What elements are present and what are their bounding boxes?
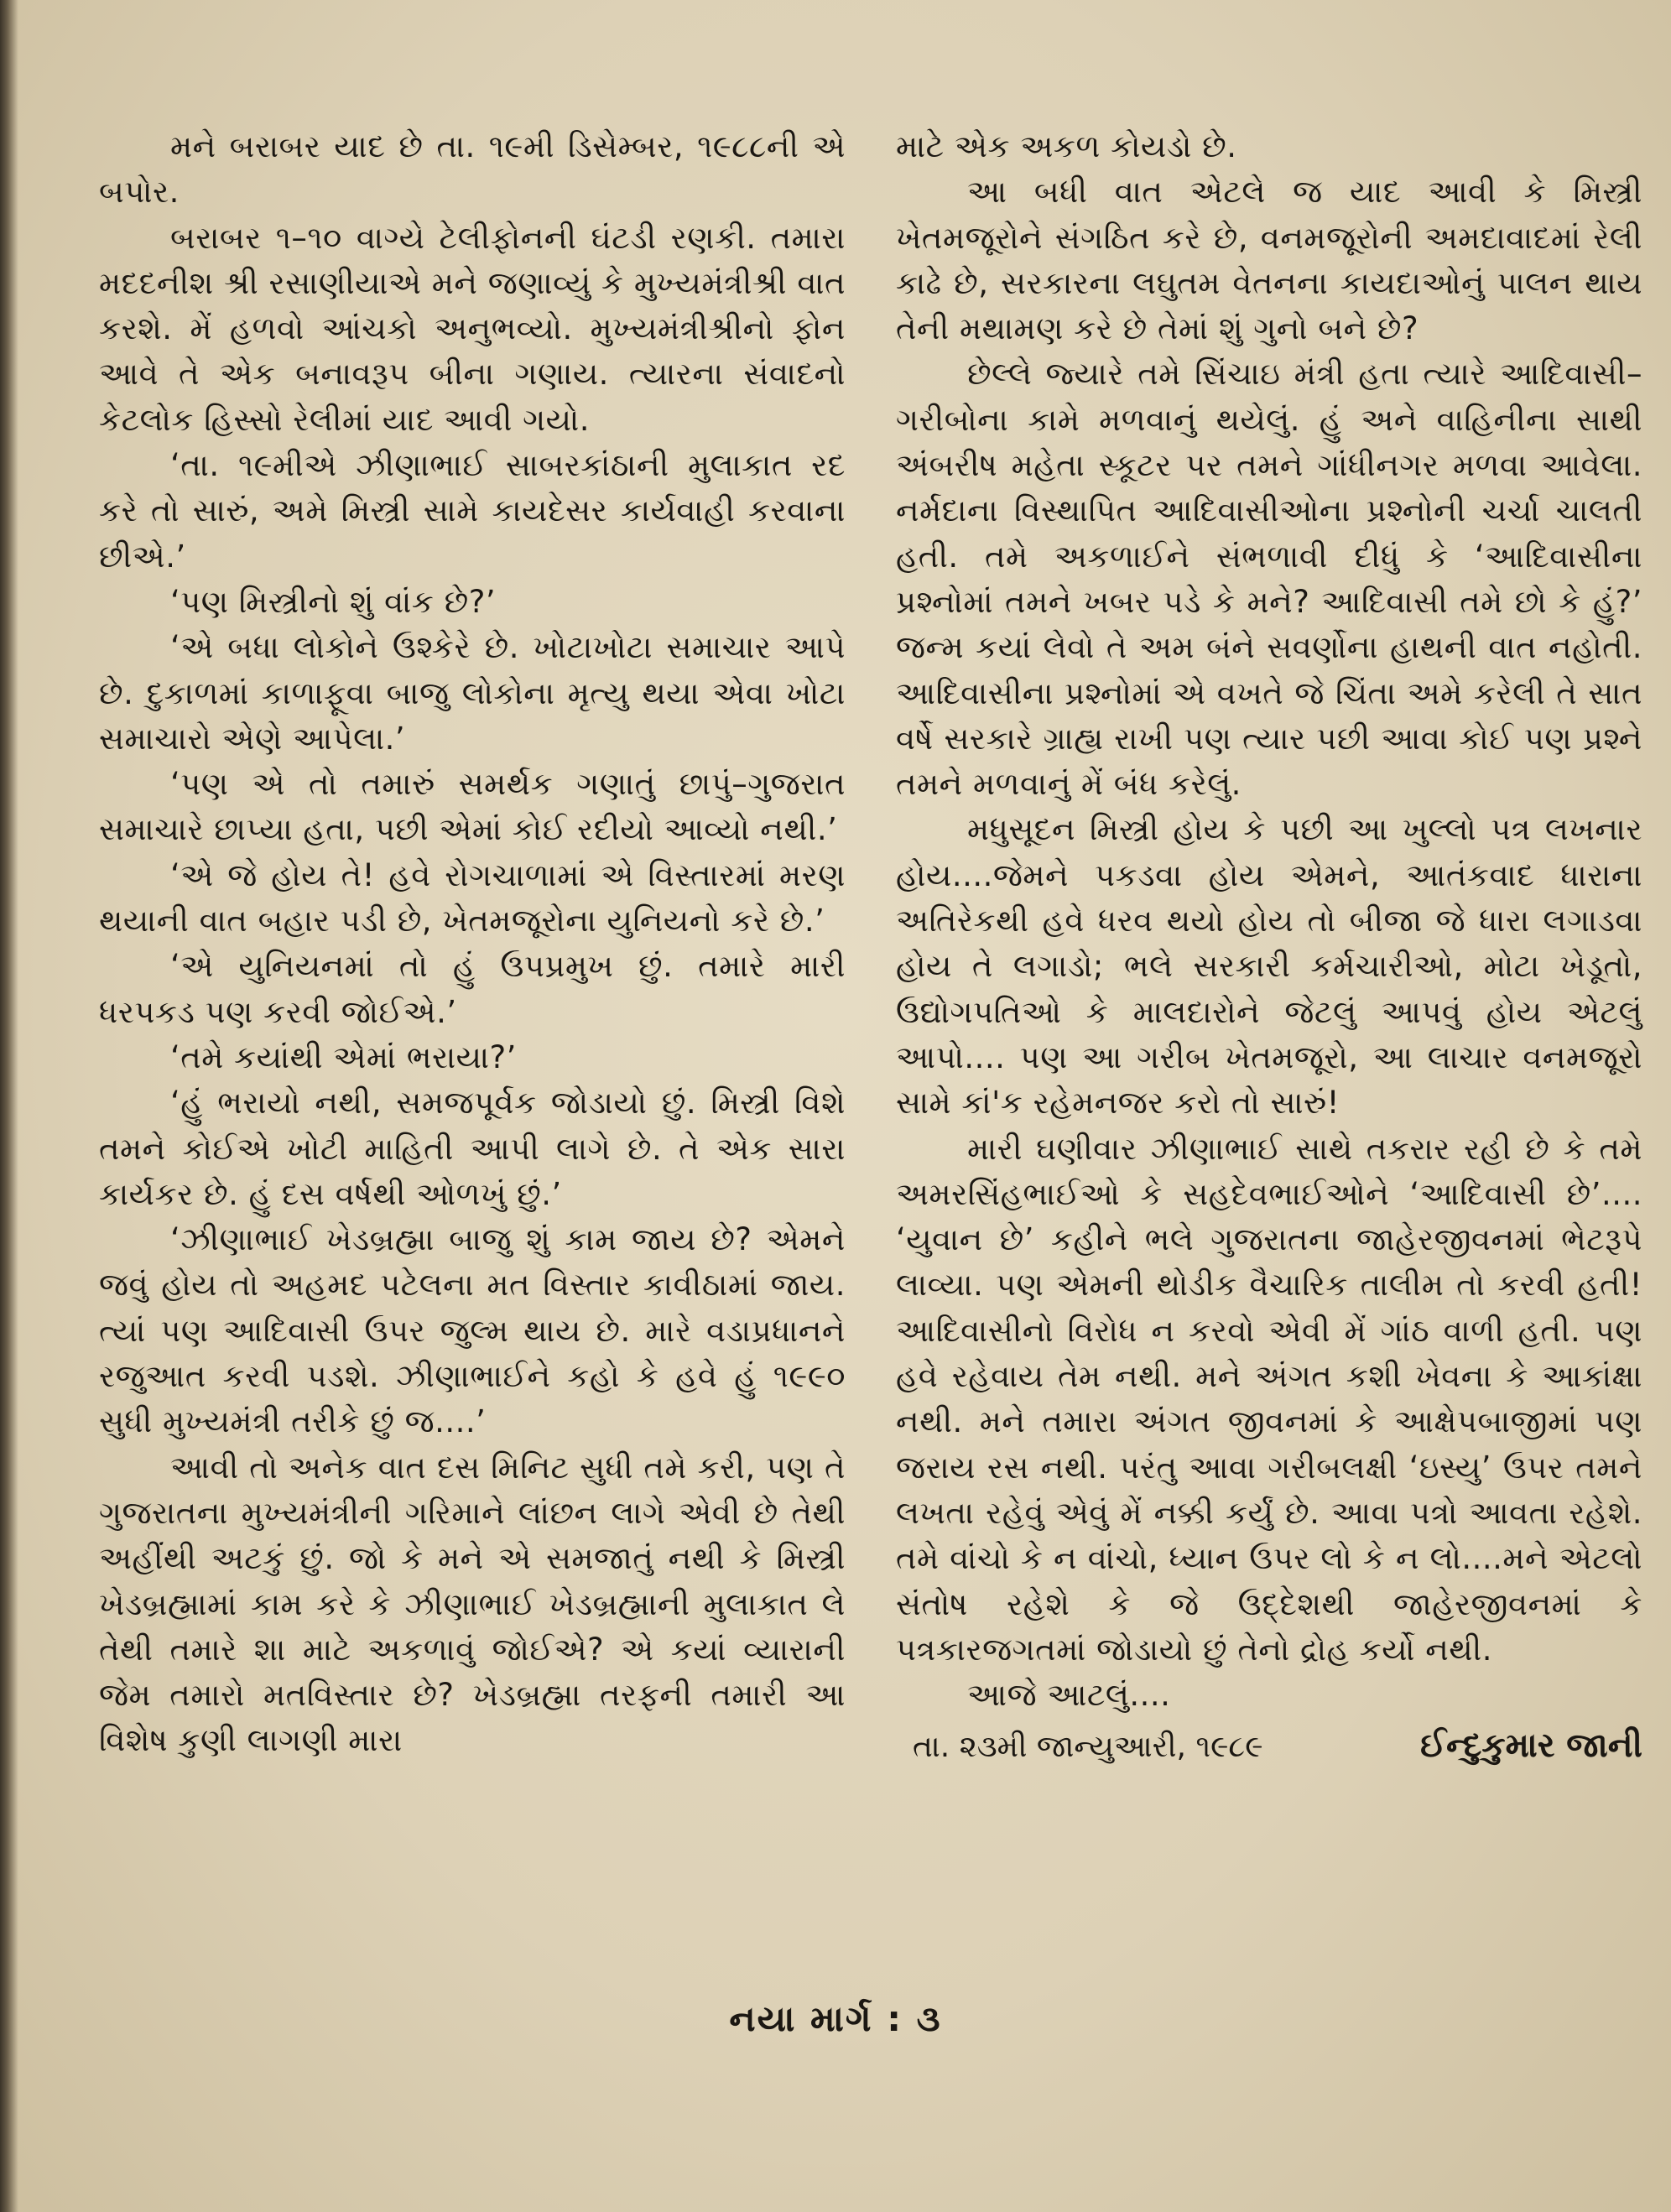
paragraph: બરાબર ૧–૧૦ વાગ્યે ટેલીફોનની ઘંટડી રણકી. તમારા મદદનીશ શ્રી રસાણીયાએ મને જણાવ્યું કે મુખ્યમંત્રીશ્રી વાત કરશે. મેં હળવો આંચકો અનુભવ્યો. મુખ્યમંત્રીશ્રીનો ફોન આવે તે એક બનાવરૂપ બીના ગણાય. ત્યારના સંવાદનો કેટલોક હિસ્સો રેલીમાં યાદ આવી ગયો. xyxy=(99,219,846,438)
author-name: ઈન્દુકુમાર જાની xyxy=(1420,1726,1642,1766)
left-column xyxy=(99,124,846,1764)
signature-block xyxy=(896,1723,1642,1770)
page-footer: નયા માર્ગ : ૩ xyxy=(729,1998,942,2039)
paragraph: ‘એ બધા લોકોને ઉશ્કેરે છે. ખોટાખોટા સમાચાર આપે છે. દુકાળમાં કાળાફૂવા બાજુ લોકોના મૃત્યુ થયા એવા ખોટા સમાચારો એણે આપેલા.’ xyxy=(99,629,846,757)
letter-date: તા. ૨૩મી જાન્યુઆરી, ૧૯૮૯ xyxy=(913,1730,1263,1765)
paragraph: છેલ્લે જ્યારે તમે સિંચાઇ મંત્રી હતા ત્યારે આદિવાસી–ગરીબોના કામે મળવાનું થયેલું. હું અને વાહિનીના સાથી અંબરીષ મહેતા સ્કૂટર પર તમને ગાંધીનગર મળવા આવેલા. નર્મદાના વિસ્થાપિત આદિવાસીઓના પ્રશ્નોની ચર્ચા ચાલતી હતી. તમે અકળાઈને સંભળાવી દીધું કે ‘આદિવાસીના પ્રશ્નોમાં તમને ખબર પડે કે મને? આદિવાસી તમે છો કે હું?’ જન્મ કયાં લેવો તે અમ બંને સવર્ણોના હાથની વાત નહોતી. આદિવાસીના પ્રશ્નોમાં એ વખતે જે ચિંતા અમે કરેલી તે સાત વર્ષે સરકારે ગ્રાહ્ય રાખી પણ ત્યાર પછી આવા કોઈ પણ પ્રશ્ને તમને મળવાનું મેં બંધ કરેલું. xyxy=(896,356,1642,803)
torn-page-edge xyxy=(0,0,18,2212)
paragraph: માટે એક અકળ કોયડો છે. xyxy=(896,128,1237,164)
paragraph: ‘હું ભરાયો નથી, સમજપૂર્વક જોડાયો છું. મિસ્ત્રી વિશે તમને કોઈએ ખોટી માહિતી આપી લાગે છે. તે એક સારા કાર્યકર છે. હું દસ વર્ષથી ઓળખું છું.’ xyxy=(99,1085,846,1212)
paragraph: આવી તો અનેક વાત દસ મિનિટ સુધી તમે કરી, પણ તે ગુજરાતના મુખ્યમંત્રીની ગરિમાને લાંછન લાગે એવી છે તેથી અહીંથી અટકું છું. જો કે મને એ સમજાતું નથી કે મિસ્ત્રી ખેડબ્રહ્મામાં કામ કરે કે ઝીણાભાઈ ખેડબ્રહ્માની મુલાકાત લે તેથી તમારે શા માટે અકળાવું જોઈએ? એ કયાં વ્યારાની જેમ તમારો મતવિસ્તાર છે? ખેડબ્રહ્મા તરફની તમારી આ વિશેષ કુણી લાગણી મારા xyxy=(99,1449,846,1759)
paragraph: મને બરાબર યાદ છે તા. ૧૯મી ડિસેમ્બર, ૧૯૮૮ની એ બપોર. xyxy=(99,128,846,211)
paragraph: ‘પણ મિસ્ત્રીનો શું વાંક છે?’ xyxy=(170,583,497,620)
paragraph: ‘પણ એ તો તમારું સમર્થક ગણાતું છાપું–ગુજરાત સમાચારે છાપ્યા હતા, પછી એમાં કોઈ રદીયો આવ્યો નથી.’ xyxy=(99,766,846,848)
paragraph: ‘એ જે હોય તે! હવે રોગચાળામાં એ વિસ્તારમાં મરણ થયાની વાત બહાર પડી છે, ખેતમજૂરોના યુનિયનો કરે છે.’ xyxy=(99,856,846,939)
paragraph: મારી ઘણીવાર ઝીણાભાઈ સાથે તકરાર રહી છે કે તમે અમરસિંહભાઈઓ કે સહદેવભાઈઓને ‘આદિવાસી છે’.... ‘યુવાન છે’ કહીને ભલે ગુજરાતના જાહેરજીવનમાં ભેટરૂપે લાવ્યા. પણ એમની થોડીક વૈચારિક તાલીમ તો કરવી હતી! આદિવાસીનો વિરોધ ન કરવો એવી મેં ગાંઠ વાળી હતી. પણ હવે રહેવાય તેમ નથી. મને અંગત કશી ખેવના કે આકાંક્ષા નથી. મને તમારા અંગત જીવનમાં કે આક્ષેપબાજીમાં પણ જરાય રસ નથી. પરંતુ આવા ગરીબલક્ષી ‘ઇસ્યુ’ ઉપર તમને લખતા રહેવું એવું મેં નક્કી કર્યું છે. આવા પત્રો આવતા રહેશે. તમે વાંચો કે ન વાંચો, ધ્યાન ઉપર લો કે ન લો....મને એટલો સંતોષ રહેશે કે જે ઉદ્દેશથી જાહેરજીવનમાં કે પત્રકારજગતમાં જોડાયો છું તેનો દ્રોહ કર્યો નથી. xyxy=(896,1130,1642,1668)
paragraph: આજે આટલું.... xyxy=(967,1677,1171,1714)
paragraph: ‘તમે કયાંથી એમાં ભરાયા?’ xyxy=(170,1038,517,1075)
paragraph: ‘એ યુનિયનમાં તો હું ઉપપ્રમુખ છું. તમારે મારી ધરપકડ પણ કરવી જોઈએ.’ xyxy=(99,948,846,1030)
paragraph: મધુસૂદન મિસ્ત્રી હોય કે પછી આ ખુલ્લો પત્ર લખનાર હોય....જેમને પકડવા હોય એમને, આતંકવાદ ધારાના અતિરેકથી હવે ધરવ થયો હોય તો બીજા જે ધારા લગાડવા હોય તે લગાડો; ભલે સરકારી કર્મચારીઓ, મોટા ખેડૂતો, ઉદ્યોગપતિઓ કે માલદારોને જેટલું આપવું હોય એટલું આપો.... પણ આ ગરીબ ખેતમજૂરો, આ લાચાર વનમજૂરો સામે કાં'ક રહેમનજર કરો તો સારું! xyxy=(896,811,1642,1122)
paragraph: ‘તા. ૧૯મીએ ઝીણાભાઈ સાબરકાંઠાની મુલાકાત રદ કરે તો સારું, અમે મિસ્ત્રી સામે કાયદેસર કાર્યવાહી કરવાના છીએ.’ xyxy=(99,447,846,575)
paragraph: ‘ઝીણાભાઈ ખેડબ્રહ્મા બાજુ શું કામ જાય છે? એમને જવું હોય તો અહમદ પટેલના મત વિસ્તાર કાવીઠામાં જાય. ત્યાં પણ આદિવાસી ઉપર જુલ્મ થાય છે. મારે વડાપ્રધાનને રજુઆત કરવી પડશે. ઝીણાભાઈને કહો કે હવે હું ૧૯૯૦ સુધી મુખ્યમંત્રી તરીકે છું જ....’ xyxy=(99,1221,846,1440)
right-column xyxy=(896,124,1642,1770)
paragraph: આ બધી વાત એટલે જ યાદ આવી કે મિસ્ત્રી ખેતમજૂરોને સંગઠિત કરે છે, વનમજૂરોની અમદાવાદમાં રેલી કાઢે છે, સરકારના લઘુતમ વેતનના કાયદાઓનું પાલન થાય તેની મથામણ કરે છે તેમાં શું ગુનો બને છે? xyxy=(896,174,1642,347)
